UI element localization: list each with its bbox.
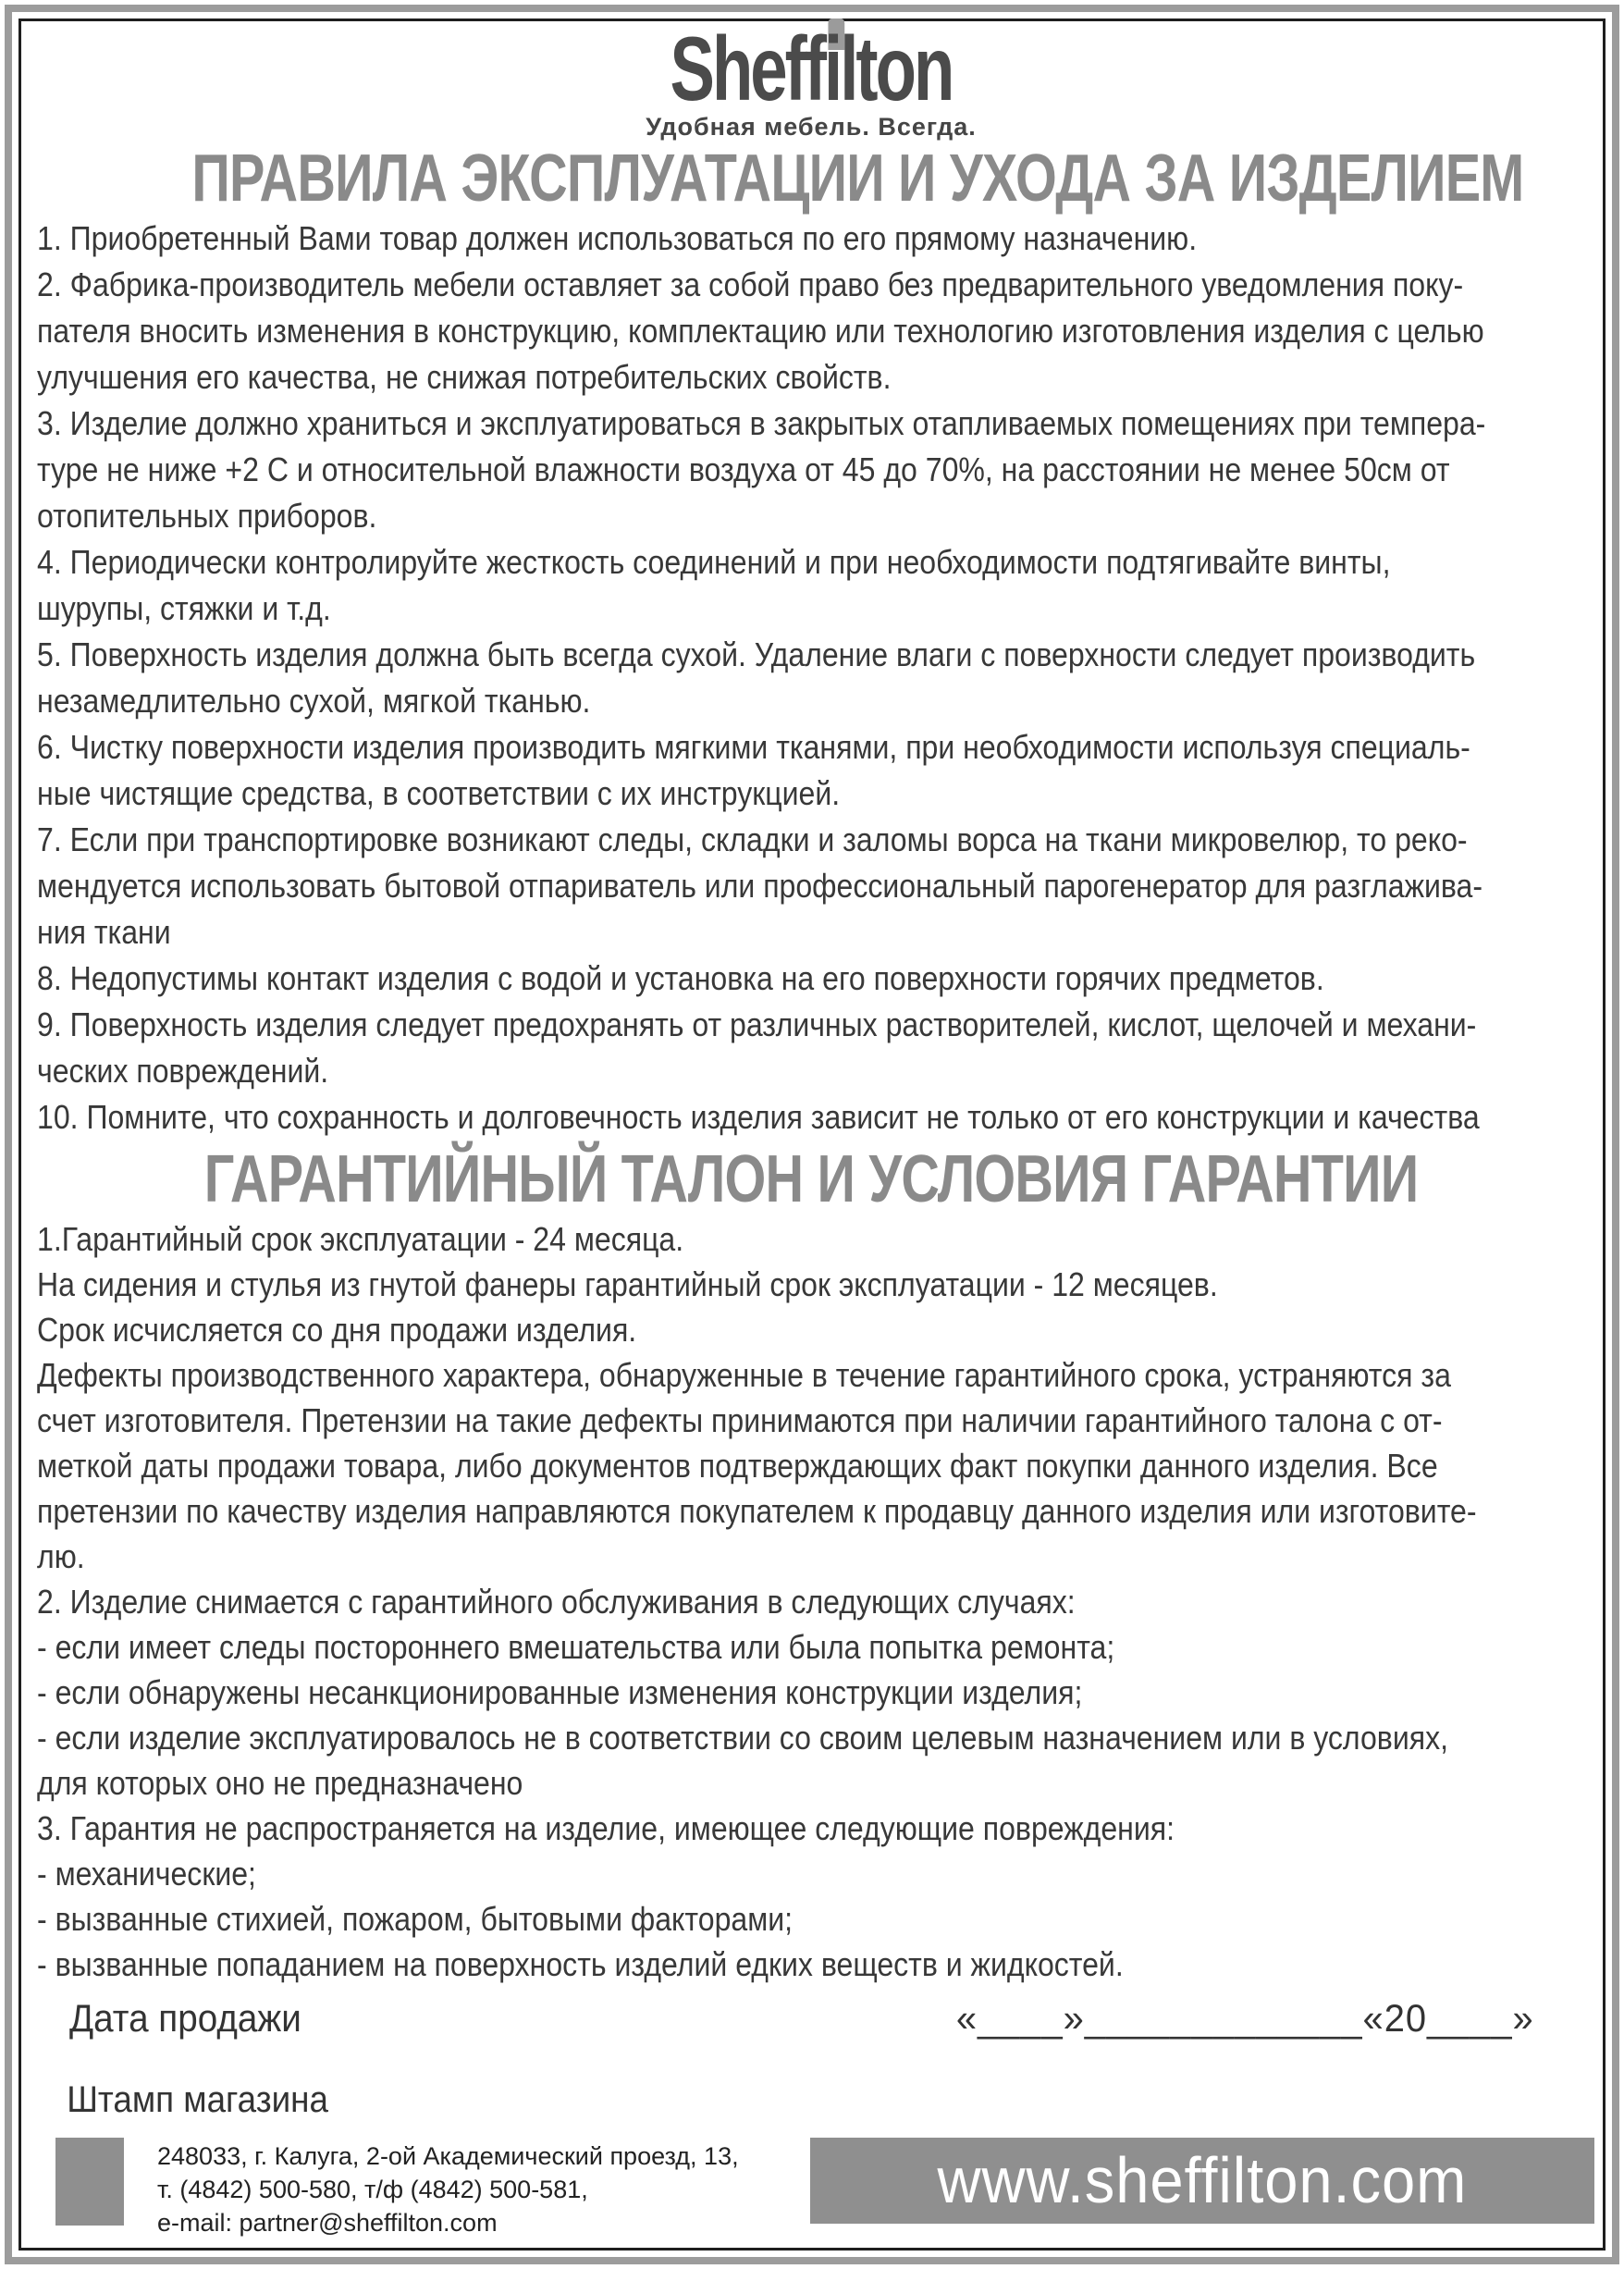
text-line: 6. Чистку поверхности изделия производить мягкими тканями, при необходимости используя специаль- bbox=[37, 727, 1470, 766]
text-line: лю. bbox=[37, 1536, 85, 1575]
text-line: 248033, г. Калуга, 2-ой Академический проезд, 13, bbox=[157, 2141, 739, 2170]
shop-stamp-label: Штамп магазина bbox=[67, 2078, 328, 2120]
care-rules-text bbox=[37, 216, 1585, 1141]
text-line: Срок исчисляется со дня продажи изделия. bbox=[37, 1310, 637, 1349]
text-line: 8. Недопустимы контакт изделия с водой и установка на его поверхности горячих предметов. bbox=[37, 958, 1324, 997]
text-line: - вызванные попаданием на поверхность изделий едких веществ и жидкостей. bbox=[37, 1944, 1124, 1983]
text-line: 1.Гарантийный срок эксплуатации - 24 месяца. bbox=[37, 1219, 684, 1258]
text-line: - вызванные стихией, пожаром, бытовыми факторами; bbox=[37, 1899, 794, 1938]
text-line: пателя вносить изменения в конструкцию, комплектацию или технологию изготовления изделия с целью bbox=[37, 311, 1484, 350]
text-line: 2. Фабрика-производитель мебели оставляет за собой право без предварительного уведомления поку- bbox=[37, 265, 1464, 303]
text-line: 2. Изделие снимается с гарантийного обслуживания в следующих случаях: bbox=[37, 1582, 1076, 1621]
footer bbox=[37, 2138, 1585, 2237]
text-line: счет изготовителя. Претензии на такие дефекты принимаются при наличии гарантийного талона с от- bbox=[37, 1400, 1443, 1439]
text-line: 9. Поверхность изделия следует предохранять от различных растворителей, кислот, щелочей и механи- bbox=[37, 1005, 1477, 1043]
text-line: - если имеет следы постороннего вмешательства или была попытка ремонта; bbox=[37, 1627, 1115, 1666]
page-content bbox=[37, 18, 1585, 2237]
logo-text: Sheffilton bbox=[670, 18, 953, 119]
text-line: т. (4842) 500-580, т/ф (4842) 500-581, bbox=[157, 2175, 588, 2203]
text-line: отопительных приборов. bbox=[37, 496, 377, 535]
text-line: Дефекты производственного характера, обнаруженные в течение гарантийного срока, устраняются за bbox=[37, 1355, 1451, 1394]
warranty-title: ГАРАНТИЙНЫЙ ТАЛОН И УСЛОВИЯ ГАРАНТИИ bbox=[203, 1141, 1419, 1216]
text-line: 1. Приобретенный Вами товар должен использоваться по его прямому назначению. bbox=[37, 218, 1198, 257]
text-line: претензии по качеству изделия направляются покупателем к продавцу данного изделия или изготовите- bbox=[37, 1491, 1477, 1530]
text-line: мендуется использовать бытовой отпариватель или профессиональный парогенератор для разглажива- bbox=[37, 866, 1483, 905]
text-line: На сидения и стулья из гнутой фанеры гарантийный срок эксплуатации - 12 месяцев. bbox=[37, 1264, 1218, 1303]
text-line: 10. Помните, что сохранность и долговечность изделия зависит не только от его конструкции и качества bbox=[37, 1097, 1480, 1136]
text-line: - если обнаружены несанкционированные изменения конструкции изделия; bbox=[37, 1672, 1083, 1711]
sheffilton-logo bbox=[670, 18, 953, 119]
brand-header bbox=[37, 18, 1585, 142]
text-line: - если изделие эксплуатировалось не в соответствии со своим целевым назначением или в условиях, bbox=[37, 1718, 1449, 1757]
text-line: меткой даты продажи товара, либо документов подтверждающих факт покупки данного изделия. Все bbox=[37, 1446, 1438, 1485]
text-line: 4. Периодически контролируйте жесткость соединений и при необходимости подтягивайте винты, bbox=[37, 542, 1391, 581]
manufacturer-address bbox=[157, 2140, 739, 2239]
warranty-text bbox=[37, 1216, 1585, 1987]
sale-date-row bbox=[37, 1996, 1585, 2041]
text-line: 7. Если при транспортировке возникают следы, складки и заломы ворса на ткани микровелюр, то реко- bbox=[37, 820, 1468, 858]
website-url: www.sheffilton.com bbox=[937, 2144, 1468, 2217]
text-line: для которых оно не предназначено bbox=[37, 1763, 523, 1802]
text-line: 3. Гарантия не распространяется на изделие, имеющее следующие повреждения: bbox=[37, 1808, 1175, 1847]
care-rules-title: ПРАВИЛА ЭКСПЛУАТАЦИИ И УХОДА ЗА ИЗДЕЛИЕМ bbox=[191, 141, 1524, 216]
sale-date-label: Дата продажи bbox=[69, 1995, 301, 2040]
text-line: ные чистящие средства, в соответствии с их инструкцией. bbox=[37, 773, 841, 812]
text-line: 3. Изделие должно храниться и эксплуатироваться в закрытых отапливаемых помещениях при темпера- bbox=[37, 403, 1486, 442]
text-line: туре не ниже +2 С и относительной влажности воздуха от 45 до 70%, на расстоянии не менее 50см от bbox=[37, 450, 1450, 488]
sale-date-blank-fields: «____»_____________«20____» bbox=[956, 1995, 1534, 2040]
brand-tagline: Удобная мебель. Всегда. bbox=[646, 113, 977, 142]
text-line: - механические; bbox=[37, 1854, 256, 1893]
text-line: незамедлительно сухой, мягкой тканью. bbox=[37, 681, 591, 720]
text-line: ческих повреждений. bbox=[37, 1051, 329, 1090]
website-banner bbox=[810, 2138, 1594, 2224]
text-line: улучшения его качества, не снижая потребительских свойств. bbox=[37, 357, 892, 396]
text-line: e-mail: partner@sheffilton.com bbox=[157, 2208, 498, 2237]
text-line: шурупы, стяжки и т.д. bbox=[37, 588, 331, 627]
text-line: ния ткани bbox=[37, 912, 171, 951]
text-line: 5. Поверхность изделия должна быть всегда сухой. Удаление влаги с поверхности следует производить bbox=[37, 635, 1476, 673]
footer-gray-square bbox=[55, 2138, 124, 2226]
